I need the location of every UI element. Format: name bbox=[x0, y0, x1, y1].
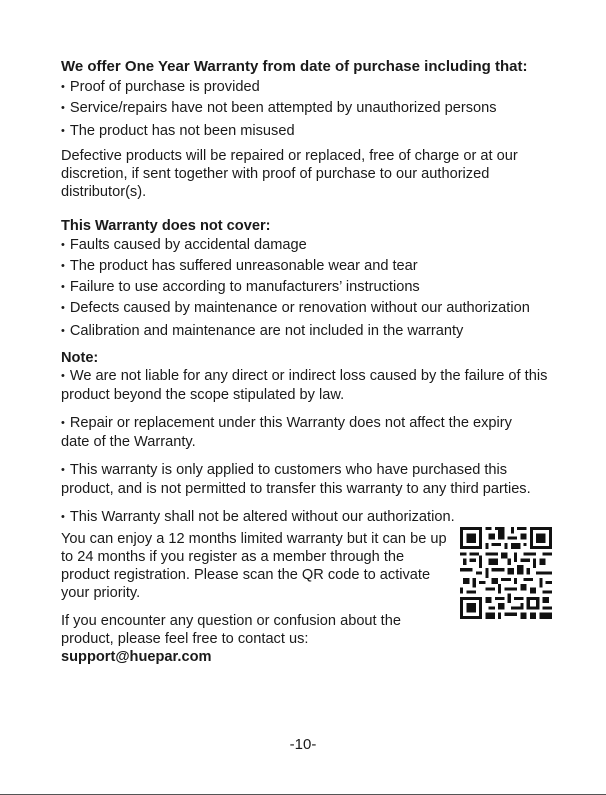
list-item: • Faults caused by accidental damage bbox=[61, 236, 561, 255]
qr-code-icon[interactable] bbox=[460, 527, 552, 619]
registration-section bbox=[61, 530, 456, 666]
list-item: • The product has suffered unreasonable wear and tear bbox=[61, 257, 561, 276]
support-email-link[interactable]: support@huepar.com bbox=[61, 649, 212, 665]
list-item: • Repair or replacement under this Warranty does not affect the expiry date of the Warranty. bbox=[61, 414, 541, 451]
list-item: • Failure to use according to manufacturers’ instructions bbox=[61, 278, 561, 297]
defective-paragraph: Defective products will be repaired or replaced, free of charge or at our discretion, if sent together with proof of purchase to our authorized distributor(s). bbox=[61, 148, 518, 200]
list-item: • Defects caused by maintenance or renovation without our authorization bbox=[61, 299, 561, 318]
page-number: -10- bbox=[289, 736, 317, 753]
warranty-heading: We offer One Year Warranty from date of purchase including that: bbox=[61, 58, 528, 75]
list-item: • Service/repairs have not been attempted by unauthorized persons bbox=[61, 99, 561, 118]
list-item: • We are not liable for any direct or indirect loss caused by the failure of this product beyond the scope stipulated by law. bbox=[61, 367, 558, 404]
not-cover-list bbox=[61, 236, 561, 341]
contact-paragraph: If you encounter any question or confusion about the product, please feel free to contact us: bbox=[61, 613, 401, 647]
list-item: • Proof of purchase is provided bbox=[61, 78, 561, 97]
not-cover-heading: This Warranty does not cover: bbox=[61, 218, 271, 234]
note-list bbox=[61, 367, 558, 527]
warranty-conditions-list bbox=[61, 78, 561, 141]
list-item: • This warranty is only applied to customers who have purchased this product, and is not permitted to transfer this warranty to any third parties. bbox=[61, 461, 558, 498]
list-item: • The product has not been misused bbox=[61, 122, 561, 141]
warranty-page bbox=[61, 58, 561, 527]
list-item: • This Warranty shall not be altered without our authorization. bbox=[61, 508, 558, 527]
registration-paragraph: You can enjoy a 12 months limited warranty but it can be up to 24 months if you register as a member through the product registration. Please scan the QR code to activate your priority. bbox=[61, 531, 447, 601]
list-item: • Calibration and maintenance are not included in the warranty bbox=[61, 322, 561, 341]
note-heading: Note: bbox=[61, 350, 99, 366]
